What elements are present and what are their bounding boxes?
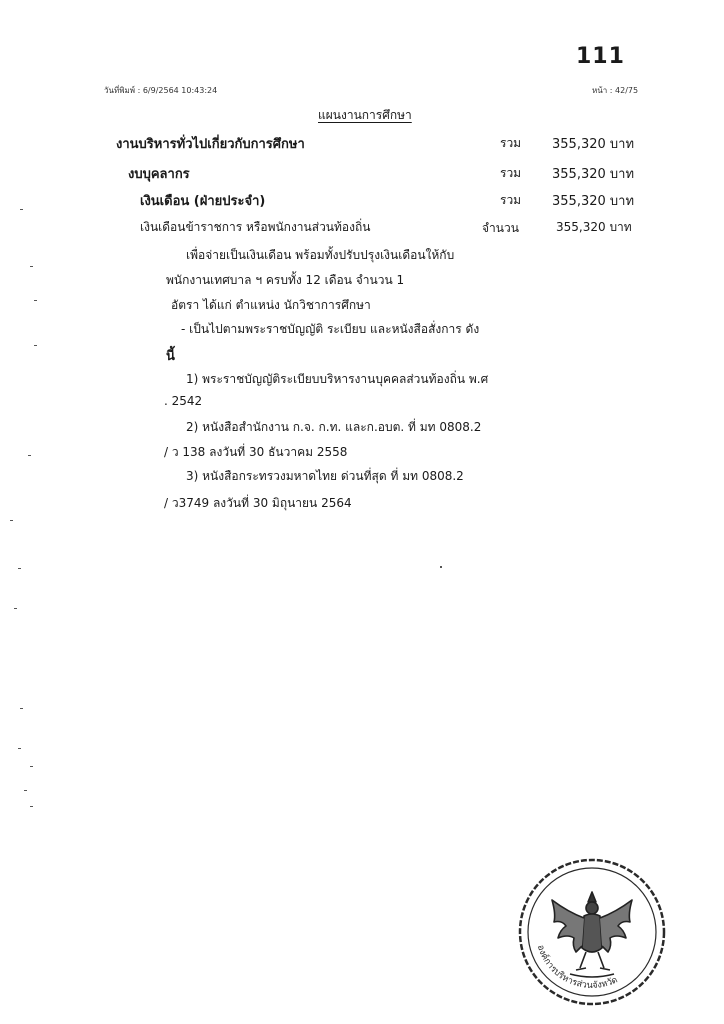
row-keyword: รวม — [500, 166, 522, 180]
row-label-salary: เงินเดือน (ฝ่ายประจำ) — [140, 194, 266, 209]
scan-speck — [30, 806, 33, 807]
row-label-general-admin: งานบริหารทั่วไปเกี่ยวกับการศึกษา — [116, 137, 305, 152]
row-amount: 355,320 บาท — [552, 167, 635, 182]
scan-speck — [20, 708, 23, 709]
scan-speck — [14, 608, 17, 609]
row-keyword: รวม — [500, 193, 522, 207]
scan-speck — [34, 345, 37, 346]
body-line: / ว3749 ลงวันที่ 30 มิถุนายน 2564 — [164, 496, 352, 510]
scan-speck — [20, 209, 23, 210]
body-line: พนักงานเทศบาล ฯ ครบทั้ง 12 เดือน จำนวน 1 — [166, 273, 405, 287]
scan-speck — [24, 790, 27, 791]
page-number: 111 — [576, 44, 625, 69]
body-line: อัตรา ได้แก่ ตำแหน่ง นักวิชาการศึกษา — [171, 298, 371, 312]
row-amount: 355,320 บาท — [556, 220, 632, 234]
body-line: 1) พระราชบัญญัติระเบียบบริหารงานบุคคลส่วนท้องถิ่น พ.ศ — [186, 372, 489, 386]
row-label-civil-servant-salary: เงินเดือนข้าราชการ หรือพนักงานส่วนท้องถิ่น — [140, 220, 371, 234]
scan-speck — [440, 566, 442, 568]
row-keyword: จำนวน — [482, 221, 519, 235]
scan-speck — [18, 568, 21, 569]
print-date: วันที่พิมพ์ : 6/9/2564 10:43:24 — [104, 86, 218, 95]
garuda-seal-icon — [516, 856, 668, 1008]
body-line: เพื่อจ่ายเป็นเงินเดือน พร้อมทั้งปรับปรุงเงินเดือนให้กับ — [186, 248, 455, 262]
body-line: / ว 138 ลงวันที่ 30 ธันวาคม 2558 — [164, 445, 348, 459]
scan-speck — [28, 455, 31, 456]
row-amount: 355,320 บาท — [552, 194, 635, 209]
row-amount: 355,320 บาท — [552, 137, 635, 152]
body-line: 2) หนังสือสำนักงาน ก.จ. ก.ท. และก.อบต. ที่ มท 0808.2 — [186, 420, 482, 434]
document-title: แผนงานการศึกษา — [318, 108, 412, 122]
body-line: 3) หนังสือกระทรวงมหาดไทย ด่วนที่สุด ที่ มท 0808.2 — [186, 469, 464, 483]
row-label-personnel: งบบุคลากร — [128, 167, 190, 182]
official-seal — [516, 856, 668, 1008]
seal-text: องค์การบริหารส่วนจังหวัด — [534, 943, 620, 992]
page-counter: หน้า : 42/75 — [592, 86, 639, 95]
scan-speck — [18, 748, 21, 749]
scan-speck — [34, 300, 37, 301]
body-line: . 2542 — [164, 394, 203, 408]
scan-speck — [30, 766, 33, 767]
body-line: - เป็นไปตามพระราชบัญญัติ ระเบียบ และหนังสือสั่งการ ดัง — [181, 322, 480, 336]
row-keyword: รวม — [500, 136, 522, 150]
body-line: นี้ — [166, 349, 175, 364]
scan-speck — [30, 266, 33, 267]
scan-speck — [10, 520, 13, 521]
